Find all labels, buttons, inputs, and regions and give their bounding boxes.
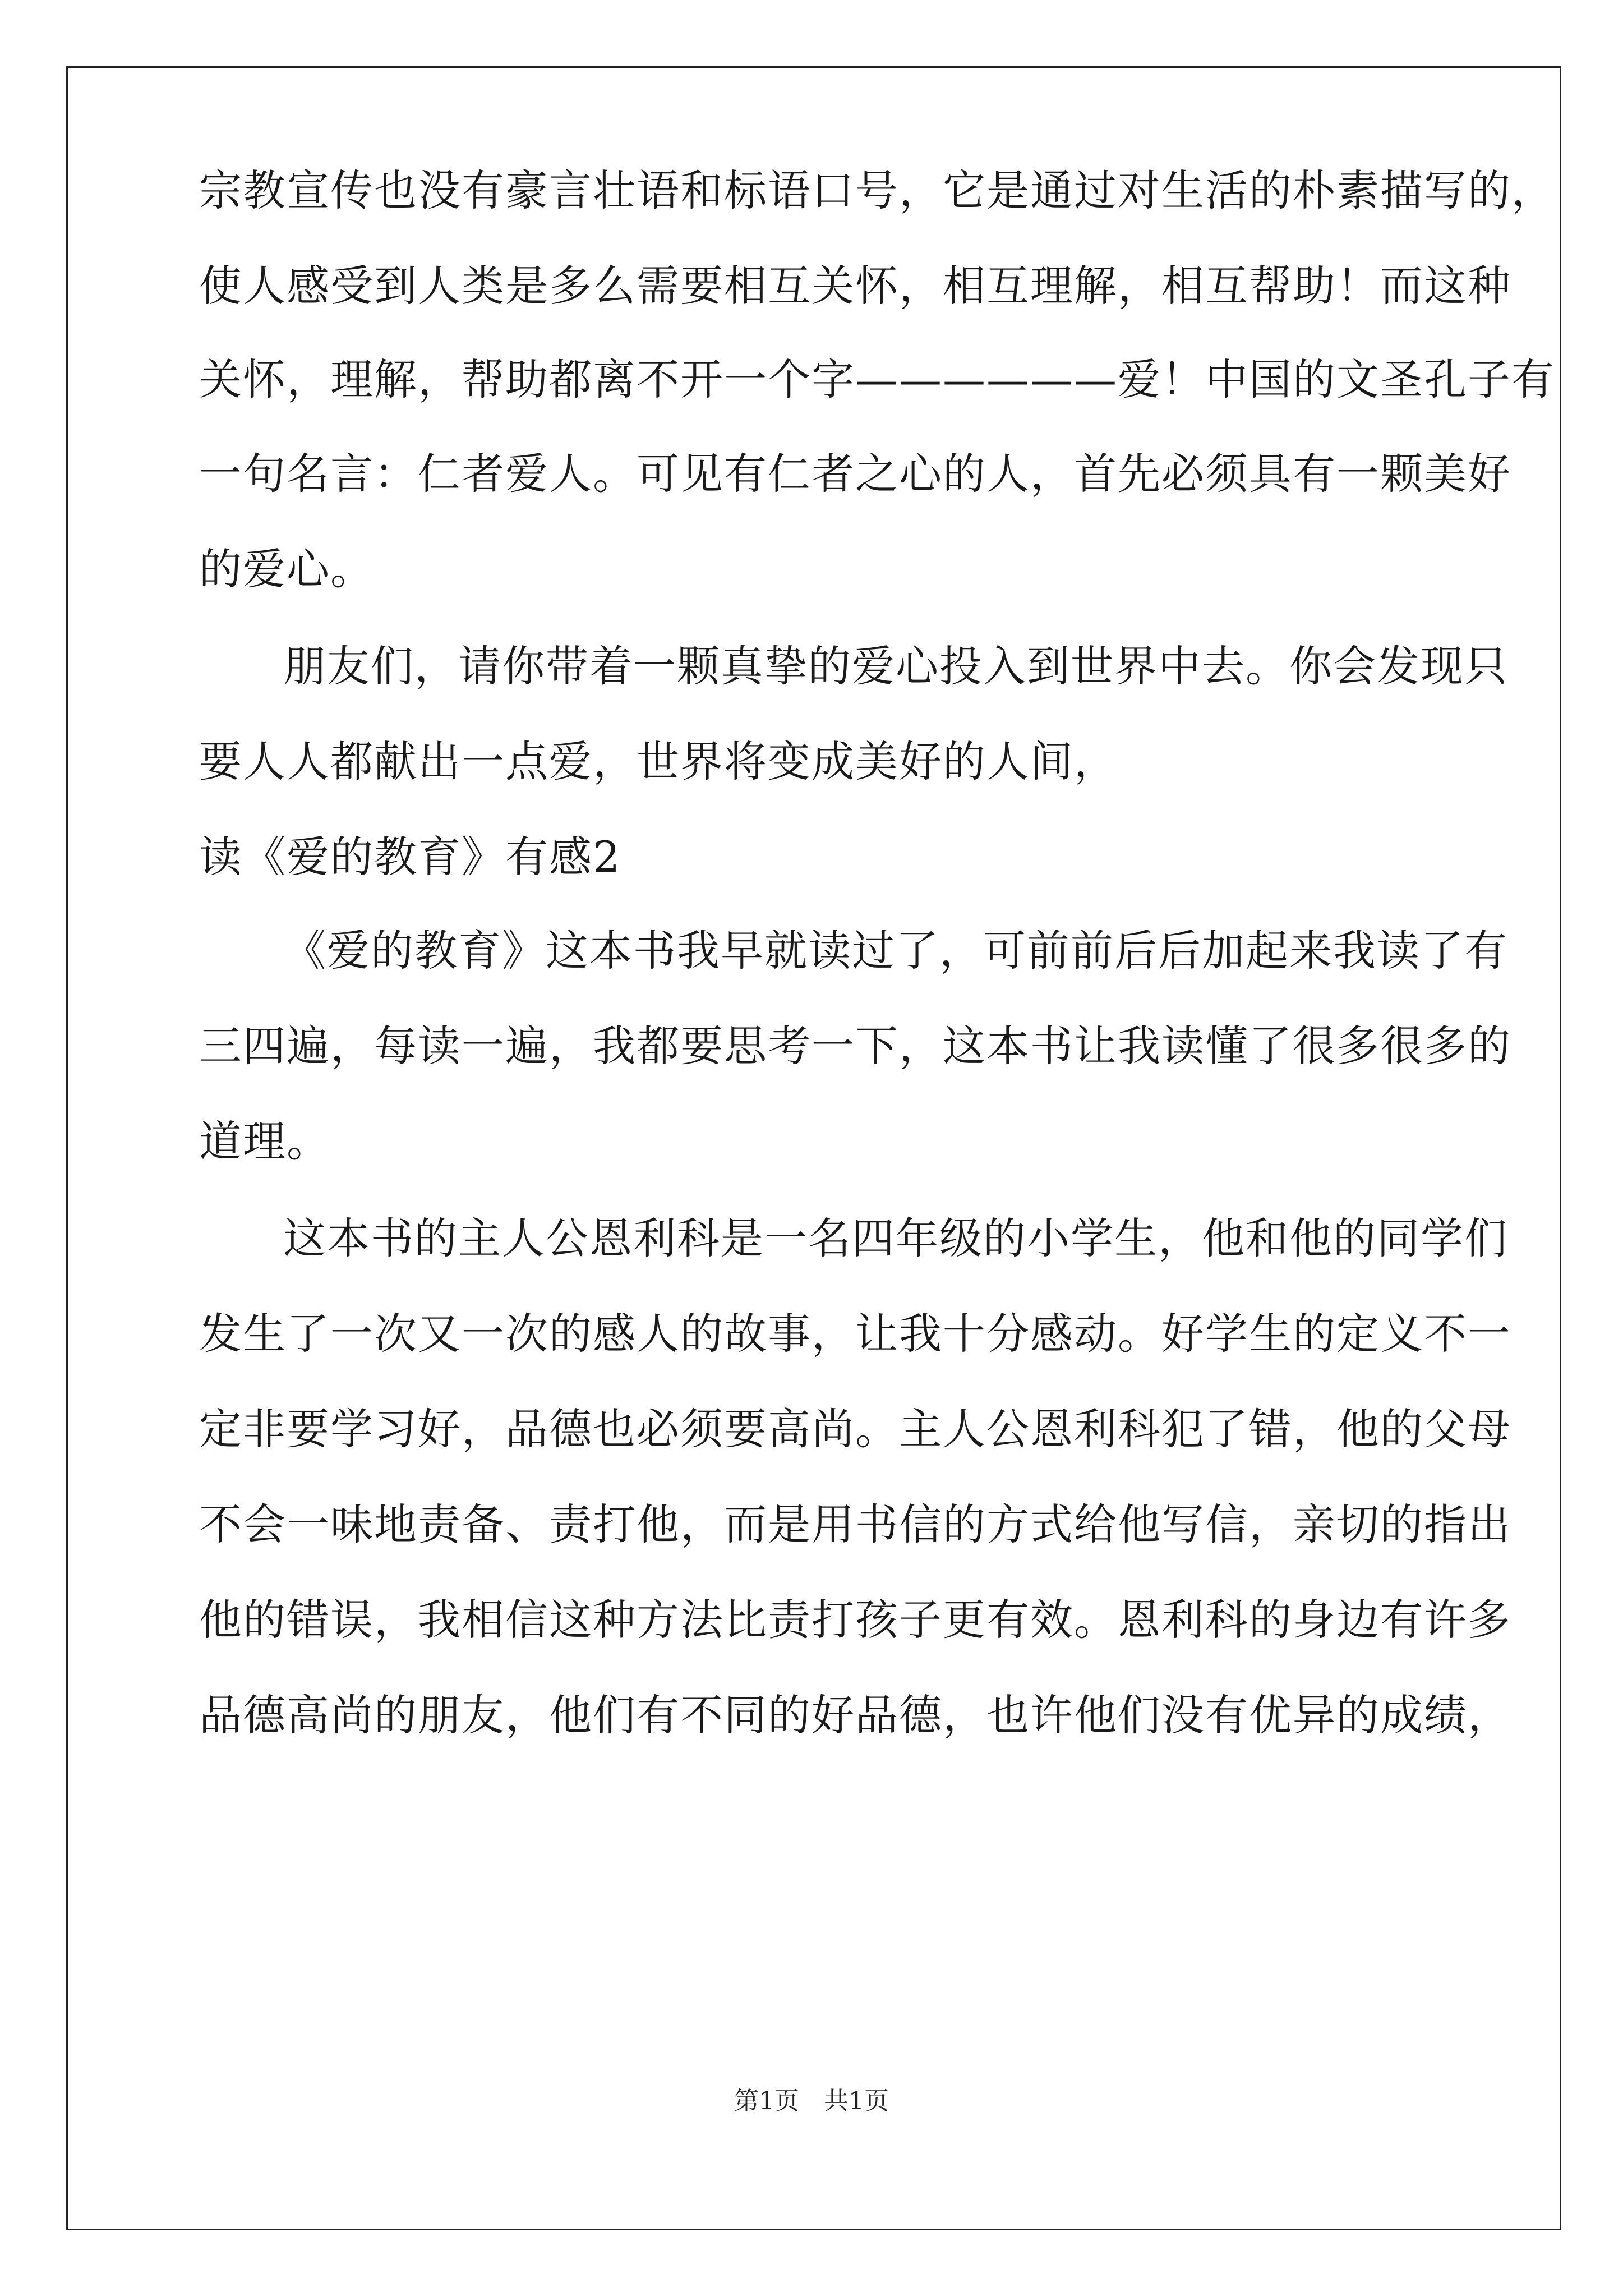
text-line: 宗教宣传也没有豪言壮语和标语口号，它是通过对生活的朴素描写的，	[199, 165, 1555, 215]
text-line: 《爱的教育》这本书我早就读过了，可前前后后加起来我读了有	[283, 926, 1508, 976]
text-line: 朋友们，请你带着一颗真挚的爱心投入到世界中去。你会发现只	[283, 641, 1508, 691]
text-line: 的爱心。	[199, 544, 374, 594]
page-number-footer: 第1页 共1页	[734, 2087, 889, 2115]
text-line: 发生了一次又一次的感人的故事，让我十分感动。好学生的定义不一	[199, 1309, 1511, 1359]
text-line: 使人感受到人类是多么需要相互关怀，相互理解，相互帮助！而这种	[199, 261, 1511, 311]
text-line: 关怀，理解，帮助都离不开一个字——————爱！中国的文圣孔子有	[199, 355, 1555, 404]
text-line: 他的错误，我相信这种方法比责打孩子更有效。恩利科的身边有许多	[199, 1595, 1511, 1645]
text-line: 这本书的主人公恩利科是一名四年级的小学生，他和他的同学们	[283, 1213, 1508, 1263]
text-line: 品德高尚的朋友，他们有不同的好品德，也许他们没有优异的成绩，	[199, 1690, 1511, 1740]
text-line: 要人人都献出一点爱，世界将变成美好的人间，	[199, 737, 1118, 786]
text-line: 道理。	[199, 1116, 330, 1166]
text-line: 三四遍，每读一遍，我都要思考一下，这本书让我读懂了很多很多的	[199, 1021, 1511, 1071]
text-line: 定非要学习好，品德也必须要高尚。主人公恩利科犯了错，他的父母	[199, 1404, 1511, 1454]
text-line: 不会一味地责备、责打他，而是用书信的方式给他写信，亲切的指出	[199, 1499, 1511, 1549]
text-line: 一句名言：仁者爱人。可见有仁者之心的人，首先必须具有一颗美好	[199, 449, 1511, 499]
section-heading: 读《爱的教育》有感2	[199, 832, 621, 882]
